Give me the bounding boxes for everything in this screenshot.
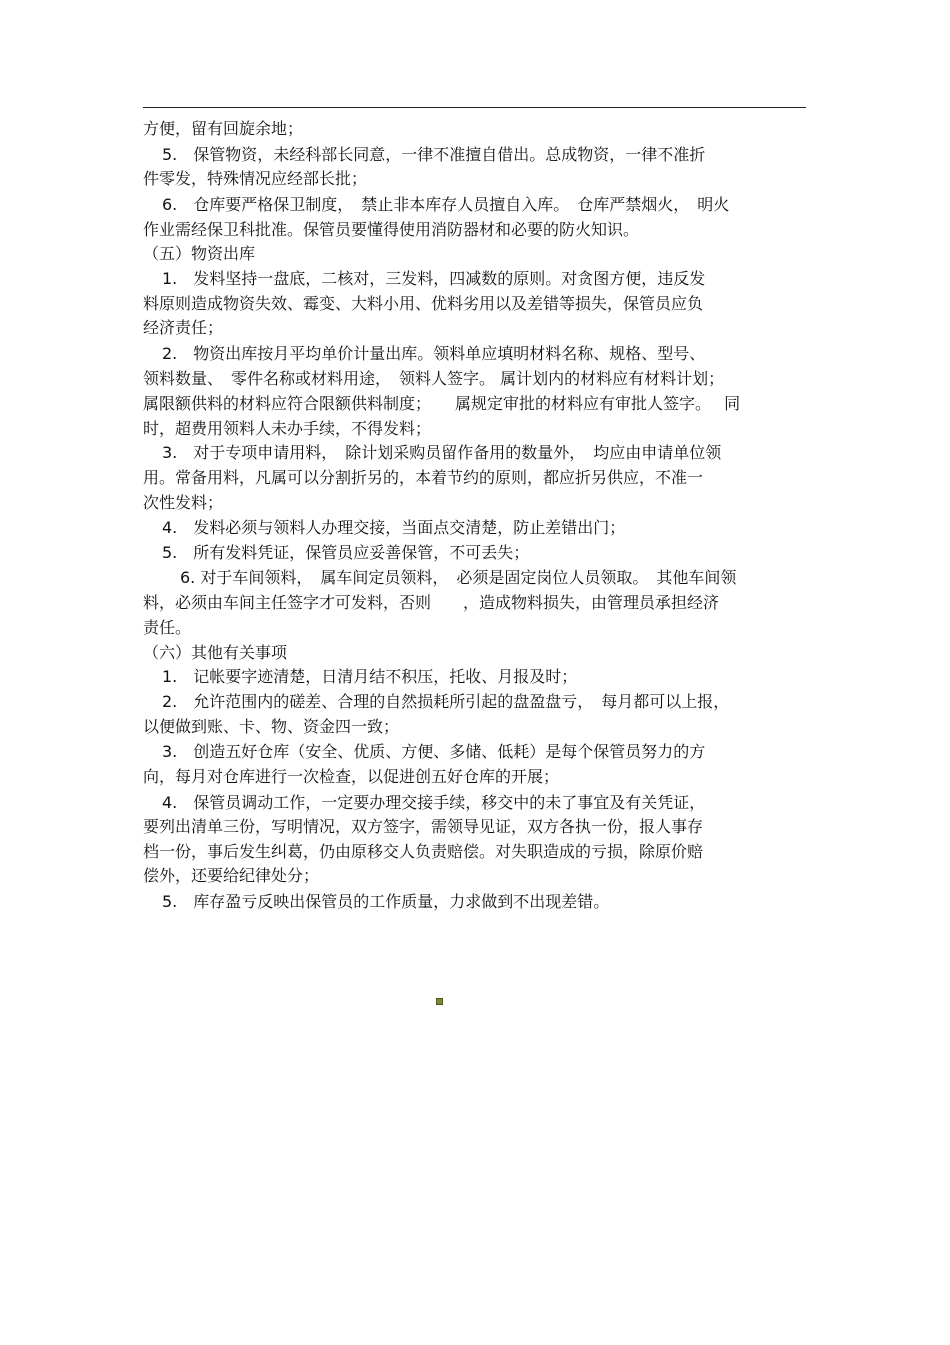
text-line: 档一份，事后发生纠葛，仍由原移交人负责赔偿。对失职造成的亏损，除原价赔 — [143, 842, 704, 861]
text-line: 5. 库存盈亏反映出保管员的工作质量，力求做到不出现差错。 — [162, 892, 610, 911]
text-line: 次性发料； — [143, 493, 224, 512]
text-line: 1. 记帐要字迹清楚，日清月结不积压，托收、月报及时； — [162, 667, 578, 686]
page-mark-icon — [436, 998, 443, 1005]
text-line: 时，超费用领料人未办手续，不得发料； — [143, 419, 432, 438]
section-heading: （六）其他有关事项 — [143, 643, 288, 662]
text-line: 属限额供料的材料应符合限额供料制度； 属规定审批的材料应有审批人签字。 同 — [143, 394, 741, 413]
text-line: 2. 物资出库按月平均单价计量出库。领料单应填明材料名称、规格、型号、 — [162, 344, 706, 363]
text-line: 领料数量、 零件名称或材料用途， 领料人签字。 属计划内的材料应有材料计划； — [143, 369, 725, 388]
text-line: 以便做到账、卡、物、资金四一致； — [143, 717, 400, 736]
text-line: 责任。 — [143, 618, 192, 637]
text-line: 6. 对于车间领料， 属车间定员领料， 必须是固定岗位人员领取。 其他车间领 — [180, 568, 737, 587]
text-line: 料原则造成物资失效、霉变、大料小用、优料劣用以及差错等损失，保管员应负 — [143, 294, 704, 313]
text-line: 向，每月对仓库进行一次检查，以促进创五好仓库的开展； — [143, 767, 560, 786]
section-heading: （五）物资出库 — [143, 244, 256, 263]
text-line: 要列出清单三份，写明情况，双方签字，需领导见证，双方各执一份，报人事存 — [143, 817, 704, 836]
text-line: 3. 创造五好仓库（安全、优质、方便、多储、低耗）是每个保管员努力的方 — [162, 742, 706, 761]
text-line: 作业需经保卫科批准。保管员要懂得使用消防器材和必要的防火知识。 — [143, 220, 640, 239]
text-line: 5. 所有发料凭证，保管员应妥善保管，不可丢失； — [162, 543, 530, 562]
text-line: 经济责任； — [143, 318, 224, 337]
text-line: 方便，留有回旋余地； — [143, 119, 304, 138]
text-line: 用。常备用料，凡属可以分割折另的，本着节约的原则，都应折另供应，不准一 — [143, 468, 704, 487]
text-line: 5. 保管物资，未经科部长同意，一律不准擅自借出。总成物资，一律不准折 — [162, 145, 706, 164]
text-line: 偿外，还要给纪律处分； — [143, 866, 320, 885]
text-line: 料，必须由车间主任签字才可发料，否则 ，造成物料损失，由管理员承担经济 — [143, 593, 720, 612]
text-line: 件零发，特殊情况应经部长批； — [143, 169, 368, 188]
text-line: 4. 发料必须与领料人办理交接，当面点交清楚，防止差错出门； — [162, 518, 626, 537]
text-line: 4. 保管员调动工作，一定要办理交接手续，移交中的未了事宜及有关凭证， — [162, 793, 706, 812]
text-line: 3. 对于专项申请用料， 除计划采购员留作备用的数量外， 均应由申请单位领 — [162, 443, 722, 462]
text-line: 6. 仓库要严格保卫制度， 禁止非本库存人员擅自入库。 仓库严禁烟火， 明火 — [162, 195, 730, 214]
text-line: 2. 允许范围内的磋差、合理的自然损耗所引起的盘盈盘亏， 每月都可以上报， — [162, 692, 730, 711]
text-line: 1. 发料坚持一盘底，二核对，三发料，四减数的原则。对贪图方便，违反发 — [162, 269, 706, 288]
